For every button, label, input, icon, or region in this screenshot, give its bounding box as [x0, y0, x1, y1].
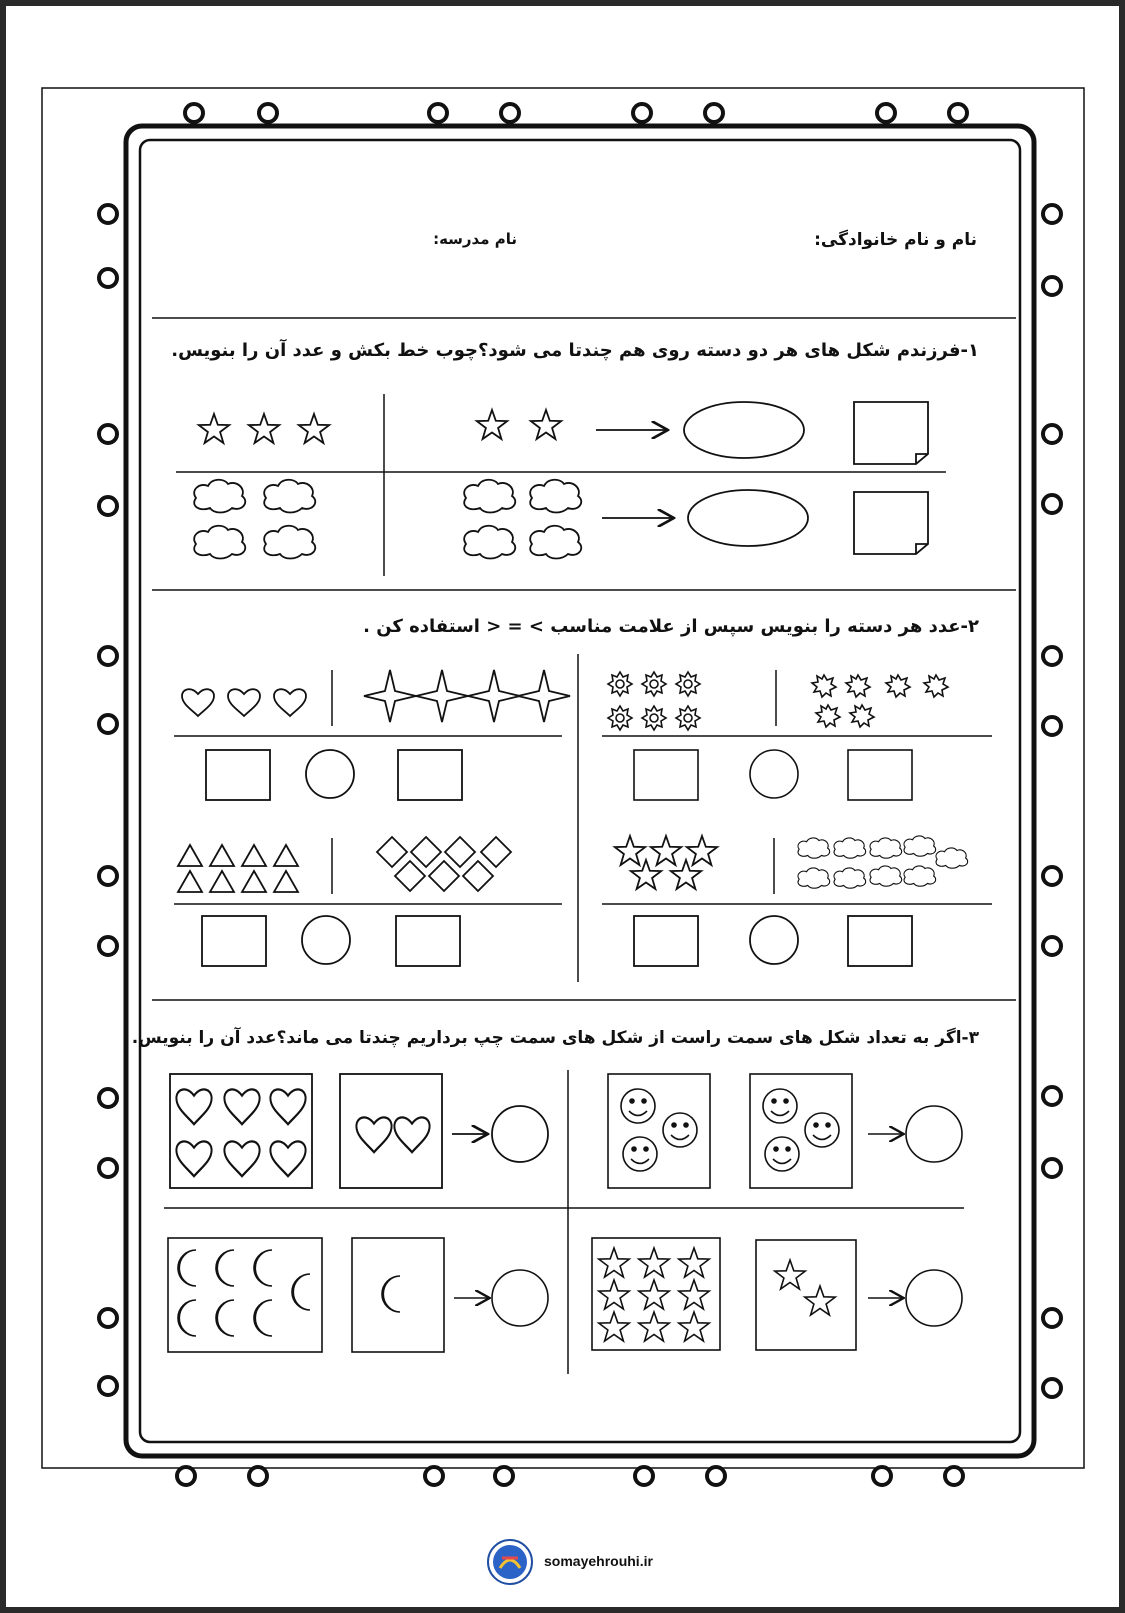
school-name-label: نام مدرسه: — [433, 230, 517, 248]
q1-row-clouds — [194, 480, 928, 559]
site-logo-icon — [486, 1538, 534, 1586]
site-url[interactable]: somayehrouhi.ir — [544, 1553, 653, 1569]
q1-answer-oval — [684, 402, 804, 458]
question-3-text: ۳-اگر به تعداد شکل های سمت راست از شکل های سمت چپ برداریم چندتا می ماند؟عدد آن را بنویس. — [131, 1028, 979, 1048]
q2-answer-box — [206, 750, 270, 800]
q3-item-smileys — [608, 1074, 962, 1188]
q3-answer-circle — [906, 1270, 962, 1326]
question-1-text: ۱-فرزندم شکل های هر دو دسته روی هم چندتا می شود؟چوب خط بکش و عدد آن را بنویس. — [171, 340, 979, 361]
q2-group-1 — [182, 670, 570, 800]
border-loops — [99, 104, 1061, 1485]
q2-answer-box — [396, 916, 460, 966]
inner-border — [140, 140, 1020, 1442]
footer — [486, 1538, 706, 1590]
outer-frame — [42, 88, 1084, 1468]
q2-sign-circle — [306, 750, 354, 798]
question-2-text: ۲-عدد هر دسته را بنویس سپس از علامت مناسب > = < استفاده کن . — [363, 616, 979, 637]
q2-sign-circle — [302, 916, 350, 964]
q3-item-hearts — [170, 1074, 548, 1188]
q2-group-3 — [178, 837, 511, 966]
q2-sign-circle — [750, 916, 798, 964]
q1-answer-oval — [688, 490, 808, 546]
q1-row-stars — [199, 402, 928, 464]
q2-group-4 — [615, 836, 968, 966]
q2-answer-box — [202, 916, 266, 966]
student-name-label: نام و نام خانوادگی: — [814, 230, 977, 250]
q3-answer-circle — [906, 1106, 962, 1162]
q3-answer-circle — [492, 1270, 548, 1326]
q2-answer-box — [398, 750, 462, 800]
q2-answer-box — [848, 916, 912, 966]
q3-item-stars — [592, 1238, 962, 1350]
q2-answer-box — [634, 750, 698, 800]
loop-border — [126, 126, 1034, 1456]
q3-answer-circle — [492, 1106, 548, 1162]
q2-answer-box — [634, 916, 698, 966]
worksheet-page — [6, 6, 1119, 1607]
q2-answer-box — [848, 750, 912, 800]
q3-item-moons — [168, 1238, 548, 1352]
q2-sign-circle — [750, 750, 798, 798]
